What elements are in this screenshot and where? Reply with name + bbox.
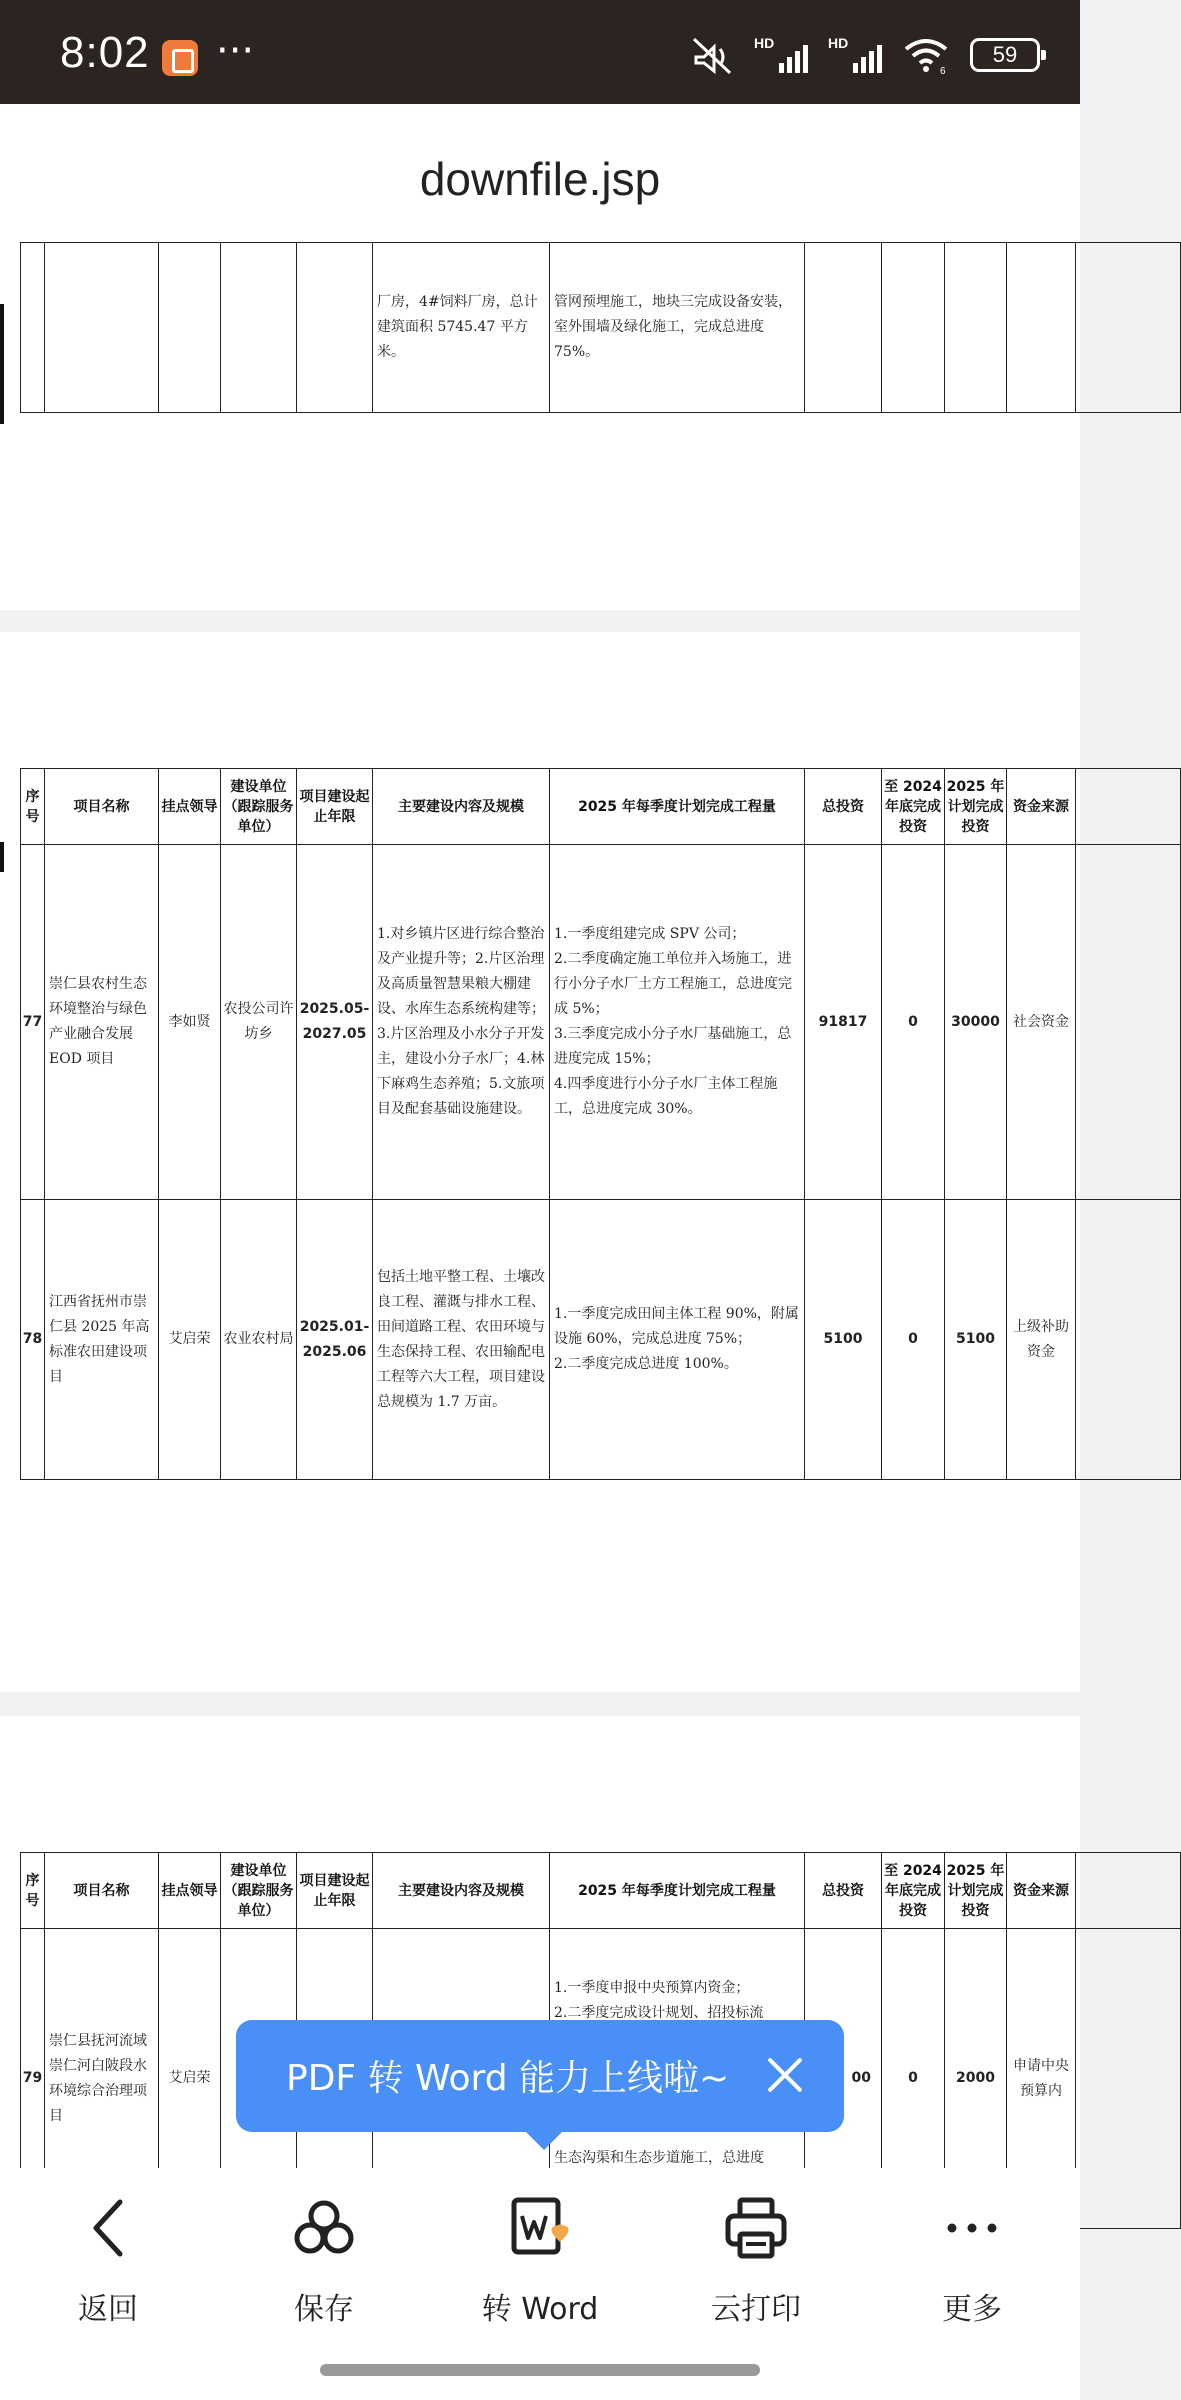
header-done-2024: 至 2024 年底完成投资 — [882, 1853, 945, 1929]
document-header — [0, 104, 1080, 244]
header-name: 项目名称 — [45, 1853, 159, 1929]
header-source: 资金来源 — [1007, 1853, 1076, 1929]
wifi-icon — [902, 35, 950, 75]
mute-icon — [690, 35, 734, 75]
save-cloud-icon — [284, 2188, 364, 2268]
signal-1-icon: HD — [754, 35, 808, 75]
header-total: 总投资 — [805, 1853, 882, 1929]
row-plan: 1.一季度完成田间主体工程 90%，附属设施 60%，完成总进度 75%； 2.二季度完成总进度 100%。 — [550, 1200, 805, 1480]
header-total: 总投资 — [805, 769, 882, 845]
table-header-row — [21, 1853, 1181, 1929]
document-title: downfile.jsp — [419, 153, 661, 205]
plan-cell: 管网预埋施工，地块三完成设备安装，室外围墙及绿化施工，完成总进度 75%。 — [550, 243, 805, 413]
header-plan-2025: 2025 年计划完成投资 — [945, 769, 1007, 845]
row-name: 崇仁县农村生态环境整治与绿色产业融合发展 EOD 项目 — [45, 845, 159, 1200]
status-bar — [0, 0, 1080, 104]
table-row — [21, 1200, 1181, 1480]
header-unit: 建设单位（跟踪服务单位） — [221, 769, 297, 845]
row-leader: 李如贤 — [159, 845, 221, 1200]
row-source: 申请中央预算内 — [1007, 1929, 1076, 2229]
row-period: 2025.01-2025.06 — [297, 1200, 373, 1480]
row-name: 江西省抚州市崇仁县 2025 年高标准农田建设项目 — [45, 1200, 159, 1480]
header-plan-2025: 2025 年计划完成投资 — [945, 1853, 1007, 1929]
status-icons — [690, 30, 1040, 80]
cloud-print-button[interactable]: 云打印 — [686, 2188, 826, 2338]
row-content: 1.对乡镇片区进行综合整治及产业提升等；2.片区治理及高质量智慧果粮大棚建设、水库生态系统构建等；3.片区治理及小水分子开发主，建设小分子水厂；4.林下麻鸡生态养殖；5.文旅项目及配套基础设施建设。 — [373, 845, 550, 1200]
header-leader: 挂点领导 — [159, 769, 221, 845]
row-source: 社会资金 — [1007, 845, 1076, 1200]
more-notifications-icon: ··· — [216, 28, 255, 74]
close-icon[interactable] — [760, 2050, 810, 2100]
svg-text:6: 6 — [940, 66, 946, 77]
back-button[interactable]: 返回 — [38, 2188, 178, 2338]
header-content: 主要建设内容及规模 — [373, 1853, 550, 1929]
row-plan: 1.一季度申报中央预算内资金； 2.二季度完成设计规划、招投标流 生态沟渠和生态步道施工，总进度 — [550, 1929, 805, 2229]
row-total: 91817 — [805, 845, 882, 1200]
header-name: 项目名称 — [45, 769, 159, 845]
row-name: 崇仁县抚河流域崇仁河白陂段水环境综合治理项目 — [45, 1929, 159, 2229]
more-button[interactable]: 更多 — [902, 2188, 1042, 2338]
toast-text: PDF 转 Word 能力上线啦~ — [286, 2058, 730, 2099]
convert-to-word-button[interactable]: 转 Word — [470, 2188, 610, 2338]
header-plan: 2025 年每季度计划完成工程量 — [550, 1853, 805, 1929]
row-plan: 1.一季度组建完成 SPV 公司； 2.二季度确定施工单位并入场施工，进行小分子水厂土方工程施工，总进度完成 5%； 3.三季度完成小分子水厂基础施工，总进度完成 15%； 4.四季度进行小分子水厂主体工程施工，总进度完成 30%。 — [550, 845, 805, 1200]
row-done-2024: 0 — [882, 1200, 945, 1480]
header-seq: 序号 — [21, 769, 45, 845]
row-unit: 农投公司许坊乡 — [221, 845, 297, 1200]
header-period: 项目建设起止年限 — [297, 769, 373, 845]
row-leader: 艾启荣 — [159, 1200, 221, 1480]
row-total: 5100 — [805, 1200, 882, 1480]
pdf-to-word-toast[interactable] — [236, 2020, 844, 2132]
row-seq: 77 — [21, 845, 45, 1200]
status-time: 8:02 — [60, 28, 150, 77]
pdf-page-1 — [0, 244, 1080, 610]
table-row — [21, 845, 1181, 1200]
printer-icon — [716, 2188, 796, 2268]
signal-2-icon: HD — [828, 35, 882, 75]
word-icon — [500, 2188, 580, 2268]
back-arrow-icon — [68, 2188, 148, 2268]
row-seq: 78 — [21, 1200, 45, 1480]
row-done-2024: 0 — [882, 1929, 945, 2229]
header-seq: 序号 — [21, 1853, 45, 1929]
header-period: 项目建设起止年限 — [297, 1853, 373, 1929]
battery-icon: 59 — [970, 38, 1040, 72]
project-table-fragment — [20, 242, 1181, 413]
row-leader: 艾启荣 — [159, 1929, 221, 2229]
save-button[interactable]: 保存 — [254, 2188, 394, 2338]
project-table — [20, 768, 1181, 1480]
header-leader: 挂点领导 — [159, 1853, 221, 1929]
header-unit: 建设单位（跟踪服务单位） — [221, 1853, 297, 1929]
notification-app-icon — [162, 40, 198, 76]
row-source: 上级补助资金 — [1007, 1200, 1076, 1480]
header-content: 主要建设内容及规模 — [373, 769, 550, 845]
row-plan-2025: 30000 — [945, 845, 1007, 1200]
row-content: 包括土地平整工程、土壤改良工程、灌溉与排水工程、田间道路工程、农田环境与生态保持工程、农田输配电工程等六大工程，项目建设总规模为 1.7 万亩。 — [373, 1200, 550, 1480]
table-header-row — [21, 769, 1181, 845]
row-total: 00 — [805, 1929, 882, 2229]
header-done-2024: 至 2024 年底完成投资 — [882, 769, 945, 845]
home-indicator[interactable] — [320, 2364, 760, 2376]
row-seq: 79 — [21, 1929, 45, 2229]
header-source: 资金来源 — [1007, 769, 1076, 845]
row-unit: 农业农村局 — [221, 1200, 297, 1480]
pdf-page-2 — [0, 632, 1080, 1692]
row-plan-2025: 5100 — [945, 1200, 1007, 1480]
row-done-2024: 0 — [882, 845, 945, 1200]
row-period: 2025.05-2027.05 — [297, 845, 373, 1200]
content-cell: 厂房，4#饲料厂房，总计建筑面积 5745.47 平方米。 — [373, 243, 550, 413]
header-plan: 2025 年每季度计划完成工程量 — [550, 769, 805, 845]
more-dots-icon — [932, 2188, 1012, 2268]
page-edge-mark — [0, 842, 4, 872]
row-plan-2025: 2000 — [945, 1929, 1007, 2229]
page-edge-mark — [0, 304, 4, 424]
